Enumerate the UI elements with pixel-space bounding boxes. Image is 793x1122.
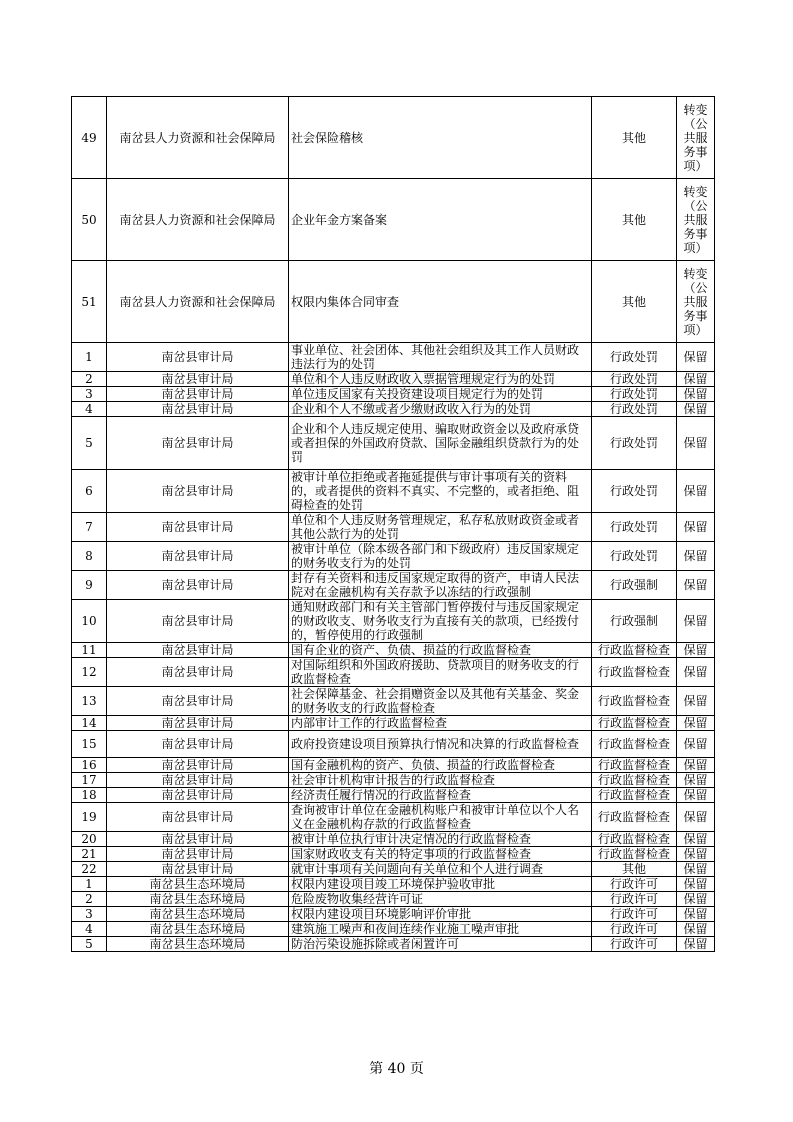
status-cell: 保留 bbox=[677, 832, 715, 847]
item-type-cell: 行政监督检查 bbox=[592, 687, 677, 716]
item-type-cell: 行政许可 bbox=[592, 922, 677, 937]
department-cell: 南岔县审计局 bbox=[107, 773, 289, 788]
row-number: 1 bbox=[72, 343, 107, 372]
status-cell: 转变（公共服务事项） bbox=[677, 179, 715, 261]
status-cell: 保留 bbox=[677, 643, 715, 658]
department-cell: 南岔县审计局 bbox=[107, 862, 289, 877]
row-number: 50 bbox=[72, 179, 107, 261]
table-row bbox=[72, 862, 715, 877]
row-number: 5 bbox=[72, 417, 107, 470]
item-name-cell: 建筑施工噪声和夜间连续作业施工噪声审批 bbox=[289, 922, 592, 937]
item-name-cell: 企业和个人不缴或者少缴财政收入行为的处罚 bbox=[289, 402, 592, 417]
status-cell: 保留 bbox=[677, 773, 715, 788]
row-number: 13 bbox=[72, 687, 107, 716]
table-row bbox=[72, 261, 715, 343]
table-row bbox=[72, 832, 715, 847]
item-table bbox=[71, 96, 715, 952]
status-cell: 保留 bbox=[677, 716, 715, 731]
item-name-cell: 社会保险稽核 bbox=[289, 97, 592, 179]
item-name-cell: 被审计单位执行审计决定情况的行政监督检查 bbox=[289, 832, 592, 847]
status-cell: 保留 bbox=[677, 372, 715, 387]
table-row bbox=[72, 417, 715, 470]
row-number: 11 bbox=[72, 643, 107, 658]
status-cell: 保留 bbox=[677, 758, 715, 773]
item-name-cell: 通知财政部门和有关主管部门暂停拨付与违反国家规定的财政收支、财务收支行为直接有关的款项，已经拨付的，暂停使用的行政强制 bbox=[289, 600, 592, 643]
item-type-cell: 行政处罚 bbox=[592, 343, 677, 372]
item-name-cell: 被审计单位（除本级各部门和下级政府）违反国家规定的财务收支行为的处罚 bbox=[289, 542, 592, 571]
item-name-cell: 内部审计工作的行政监督检查 bbox=[289, 716, 592, 731]
item-type-cell: 行政处罚 bbox=[592, 402, 677, 417]
table-row bbox=[72, 387, 715, 402]
table-row bbox=[72, 773, 715, 788]
status-cell: 保留 bbox=[677, 907, 715, 922]
item-type-cell: 行政许可 bbox=[592, 877, 677, 892]
item-name-cell: 事业单位、社会团体、其他社会组织及其工作人员财政违法行为的处罚 bbox=[289, 343, 592, 372]
row-number: 49 bbox=[72, 97, 107, 179]
item-name-cell: 企业和个人违反规定使用、骗取财政资金以及政府承贷或者担保的外国政府贷款、国际金融组织贷款行为的处罚 bbox=[289, 417, 592, 470]
item-name-cell: 权限内建设项目竣工环境保护验收审批 bbox=[289, 877, 592, 892]
item-name-cell: 社会审计机构审计报告的行政监督检查 bbox=[289, 773, 592, 788]
item-type-cell: 行政处罚 bbox=[592, 387, 677, 402]
item-name-cell: 就审计事项有关问题向有关单位和个人进行调查 bbox=[289, 862, 592, 877]
item-name-cell: 封存有关资料和违反国家规定取得的资产，申请人民法院对在金融机构有关存款予以冻结的行政强制 bbox=[289, 571, 592, 600]
item-name-cell: 对国际组织和外国政府援助、贷款项目的财务收支的行政监督检查 bbox=[289, 658, 592, 687]
status-cell: 保留 bbox=[677, 387, 715, 402]
department-cell: 南岔县人力资源和社会保障局 bbox=[107, 261, 289, 343]
row-number: 6 bbox=[72, 470, 107, 513]
table-row bbox=[72, 600, 715, 643]
table-row bbox=[72, 513, 715, 542]
item-type-cell: 行政处罚 bbox=[592, 372, 677, 387]
status-cell: 保留 bbox=[677, 788, 715, 803]
table-row bbox=[72, 470, 715, 513]
item-type-cell: 行政许可 bbox=[592, 937, 677, 952]
status-cell: 保留 bbox=[677, 922, 715, 937]
status-cell: 保留 bbox=[677, 417, 715, 470]
row-number: 22 bbox=[72, 862, 107, 877]
row-number: 21 bbox=[72, 847, 107, 862]
row-number: 20 bbox=[72, 832, 107, 847]
status-cell: 保留 bbox=[677, 571, 715, 600]
table-row bbox=[72, 716, 715, 731]
item-name-cell: 政府投资建设项目预算执行情况和决算的行政监督检查 bbox=[289, 731, 592, 758]
department-cell: 南岔县审计局 bbox=[107, 731, 289, 758]
item-name-cell: 单位和个人违反财政收入票据管理规定行为的处罚 bbox=[289, 372, 592, 387]
item-type-cell: 行政处罚 bbox=[592, 542, 677, 571]
item-name-cell: 防治污染设施拆除或者闲置许可 bbox=[289, 937, 592, 952]
row-number: 12 bbox=[72, 658, 107, 687]
item-name-cell: 国有金融机构的资产、负债、损益的行政监督检查 bbox=[289, 758, 592, 773]
status-cell: 转变（公共服务事项） bbox=[677, 97, 715, 179]
table-row bbox=[72, 372, 715, 387]
item-type-cell: 其他 bbox=[592, 179, 677, 261]
department-cell: 南岔县人力资源和社会保障局 bbox=[107, 179, 289, 261]
row-number: 10 bbox=[72, 600, 107, 643]
row-number: 14 bbox=[72, 716, 107, 731]
item-type-cell: 其他 bbox=[592, 97, 677, 179]
row-number: 8 bbox=[72, 542, 107, 571]
department-cell: 南岔县审计局 bbox=[107, 417, 289, 470]
department-cell: 南岔县审计局 bbox=[107, 643, 289, 658]
item-type-cell: 行政处罚 bbox=[592, 470, 677, 513]
table-row bbox=[72, 922, 715, 937]
department-cell: 南岔县人力资源和社会保障局 bbox=[107, 97, 289, 179]
department-cell: 南岔县审计局 bbox=[107, 387, 289, 402]
table-row bbox=[72, 402, 715, 417]
department-cell: 南岔县审计局 bbox=[107, 687, 289, 716]
item-type-cell: 行政监督检查 bbox=[592, 758, 677, 773]
department-cell: 南岔县审计局 bbox=[107, 470, 289, 513]
table-row bbox=[72, 937, 715, 952]
status-cell: 保留 bbox=[677, 937, 715, 952]
row-number: 2 bbox=[72, 372, 107, 387]
table-row bbox=[72, 758, 715, 773]
table-row bbox=[72, 179, 715, 261]
department-cell: 南岔县生态环境局 bbox=[107, 907, 289, 922]
item-type-cell: 行政强制 bbox=[592, 600, 677, 643]
department-cell: 南岔县审计局 bbox=[107, 513, 289, 542]
row-number: 5 bbox=[72, 937, 107, 952]
item-type-cell: 行政监督检查 bbox=[592, 788, 677, 803]
item-type-cell: 行政监督检查 bbox=[592, 731, 677, 758]
table-row bbox=[72, 343, 715, 372]
row-number: 3 bbox=[72, 387, 107, 402]
row-number: 4 bbox=[72, 922, 107, 937]
row-number: 15 bbox=[72, 731, 107, 758]
table-row bbox=[72, 907, 715, 922]
item-type-cell: 其他 bbox=[592, 862, 677, 877]
status-cell: 保留 bbox=[677, 862, 715, 877]
item-name-cell: 被审计单位拒绝或者拖延提供与审计事项有关的资料的，或者提供的资料不真实、不完整的，或者拒绝、阻碍检查的处罚 bbox=[289, 470, 592, 513]
page-number: 第 40 页 bbox=[369, 1061, 424, 1077]
department-cell: 南岔县审计局 bbox=[107, 832, 289, 847]
table-row bbox=[72, 803, 715, 832]
table-row bbox=[72, 788, 715, 803]
department-cell: 南岔县生态环境局 bbox=[107, 937, 289, 952]
status-cell: 保留 bbox=[677, 847, 715, 862]
department-cell: 南岔县生态环境局 bbox=[107, 922, 289, 937]
row-number: 4 bbox=[72, 402, 107, 417]
status-cell: 保留 bbox=[677, 803, 715, 832]
item-name-cell: 国有企业的资产、负债、损益的行政监督检查 bbox=[289, 643, 592, 658]
item-type-cell: 行政监督检查 bbox=[592, 832, 677, 847]
item-name-cell: 单位和个人违反财务管理规定，私存私放财政资金或者其他公款行为的处罚 bbox=[289, 513, 592, 542]
table-row bbox=[72, 877, 715, 892]
item-name-cell: 企业年金方案备案 bbox=[289, 179, 592, 261]
table-row bbox=[72, 847, 715, 862]
item-name-cell: 社会保障基金、社会捐赠资金以及其他有关基金、奖金的财务收支的行政监督检查 bbox=[289, 687, 592, 716]
department-cell: 南岔县审计局 bbox=[107, 600, 289, 643]
item-name-cell: 查询被审计单位在金融机构账户和被审计单位以个人名义在金融机构存款的行政监督检查 bbox=[289, 803, 592, 832]
item-name-cell: 权限内集体合同审查 bbox=[289, 261, 592, 343]
item-type-cell: 行政监督检查 bbox=[592, 847, 677, 862]
item-type-cell: 行政监督检查 bbox=[592, 643, 677, 658]
item-name-cell: 国家财政收支有关的特定事项的行政监督检查 bbox=[289, 847, 592, 862]
department-cell: 南岔县审计局 bbox=[107, 803, 289, 832]
department-cell: 南岔县生态环境局 bbox=[107, 892, 289, 907]
item-type-cell: 行政强制 bbox=[592, 571, 677, 600]
table-row bbox=[72, 658, 715, 687]
row-number: 1 bbox=[72, 877, 107, 892]
department-cell: 南岔县审计局 bbox=[107, 343, 289, 372]
item-type-cell: 行政监督检查 bbox=[592, 658, 677, 687]
department-cell: 南岔县审计局 bbox=[107, 372, 289, 387]
table-row bbox=[72, 687, 715, 716]
department-cell: 南岔县审计局 bbox=[107, 571, 289, 600]
status-cell: 保留 bbox=[677, 731, 715, 758]
item-type-cell: 行政监督检查 bbox=[592, 716, 677, 731]
row-number: 17 bbox=[72, 773, 107, 788]
table-row bbox=[72, 97, 715, 179]
item-type-cell: 行政处罚 bbox=[592, 417, 677, 470]
department-cell: 南岔县审计局 bbox=[107, 402, 289, 417]
department-cell: 南岔县审计局 bbox=[107, 658, 289, 687]
status-cell: 保留 bbox=[677, 600, 715, 643]
status-cell: 保留 bbox=[677, 343, 715, 372]
item-type-cell: 行政监督检查 bbox=[592, 803, 677, 832]
row-number: 7 bbox=[72, 513, 107, 542]
status-cell: 保留 bbox=[677, 658, 715, 687]
status-cell: 保留 bbox=[677, 687, 715, 716]
table-row bbox=[72, 892, 715, 907]
item-type-cell: 行政许可 bbox=[592, 907, 677, 922]
status-cell: 保留 bbox=[677, 513, 715, 542]
status-cell: 保留 bbox=[677, 542, 715, 571]
item-name-cell: 权限内建设项目环境影响评价审批 bbox=[289, 907, 592, 922]
status-cell: 保留 bbox=[677, 402, 715, 417]
status-cell: 保留 bbox=[677, 877, 715, 892]
status-cell: 转变（公共服务事项） bbox=[677, 261, 715, 343]
department-cell: 南岔县生态环境局 bbox=[107, 877, 289, 892]
department-cell: 南岔县审计局 bbox=[107, 758, 289, 773]
row-number: 18 bbox=[72, 788, 107, 803]
table-row bbox=[72, 542, 715, 571]
item-type-cell: 行政处罚 bbox=[592, 513, 677, 542]
row-number: 2 bbox=[72, 892, 107, 907]
row-number: 51 bbox=[72, 261, 107, 343]
item-name-cell: 经济责任履行情况的行政监督检查 bbox=[289, 788, 592, 803]
status-cell: 保留 bbox=[677, 470, 715, 513]
item-type-cell: 行政许可 bbox=[592, 892, 677, 907]
table-row bbox=[72, 643, 715, 658]
status-cell: 保留 bbox=[677, 892, 715, 907]
department-cell: 南岔县审计局 bbox=[107, 542, 289, 571]
item-type-cell: 行政监督检查 bbox=[592, 773, 677, 788]
row-number: 16 bbox=[72, 758, 107, 773]
department-cell: 南岔县审计局 bbox=[107, 788, 289, 803]
row-number: 9 bbox=[72, 571, 107, 600]
item-name-cell: 危险废物收集经营许可证 bbox=[289, 892, 592, 907]
department-cell: 南岔县审计局 bbox=[107, 847, 289, 862]
department-cell: 南岔县审计局 bbox=[107, 716, 289, 731]
table-row bbox=[72, 731, 715, 758]
table-row bbox=[72, 571, 715, 600]
item-name-cell: 单位违反国家有关投资建设项目规定行为的处罚 bbox=[289, 387, 592, 402]
row-number: 3 bbox=[72, 907, 107, 922]
row-number: 19 bbox=[72, 803, 107, 832]
item-type-cell: 其他 bbox=[592, 261, 677, 343]
